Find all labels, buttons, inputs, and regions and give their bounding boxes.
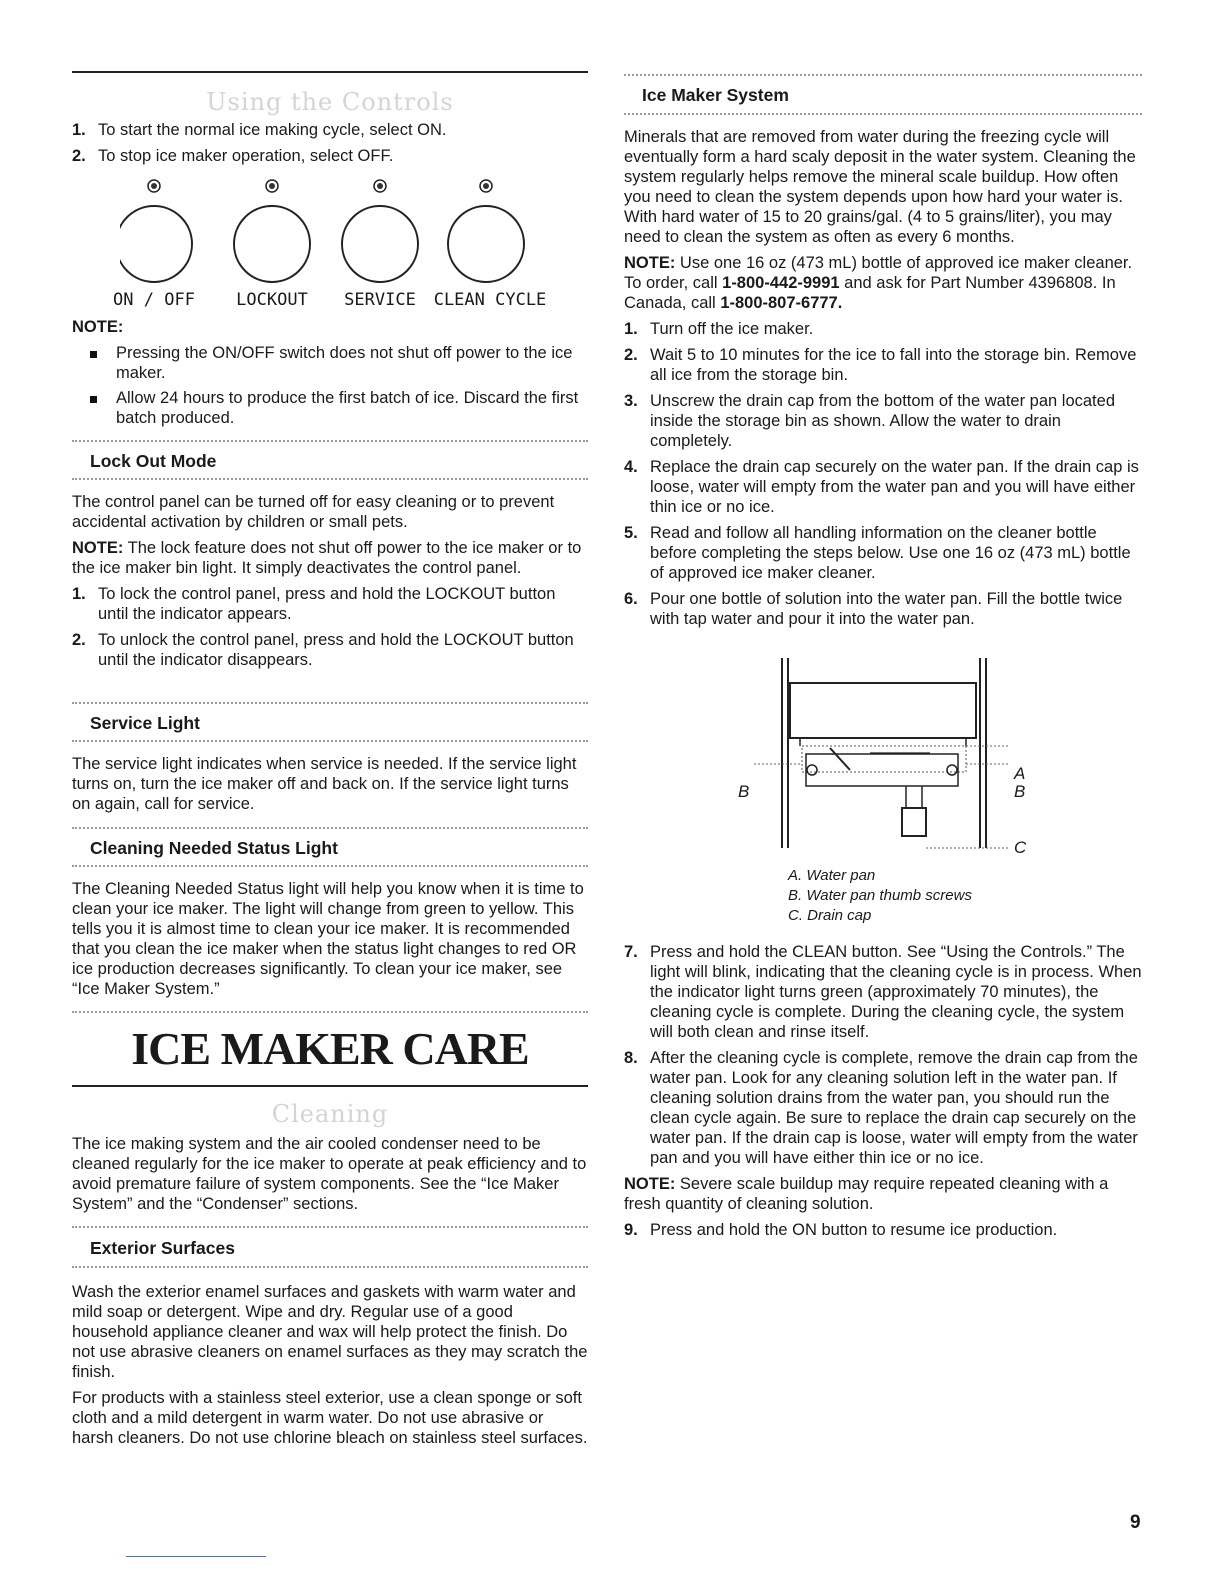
divider (72, 702, 588, 704)
list-item: Allow 24 hours to produce the first batch of ice. Discard the first batch produced. (72, 388, 588, 428)
ice-system-note: NOTE: Use one 16 oz (473 mL) bottle of approved ice maker cleaner. To order, call 1-800-442-9991 and ask for Part Number 4396808. In Canada, call 1-800-807-6777. (624, 254, 1133, 312)
cleaning-needed-body (72, 879, 588, 999)
exterior-paragraph-1: Wash the exterior enamel surfaces and gaskets with warm water and mild soap or detergent. Wipe and dry. Regular use of a good household appliance cleaner and wax will help protect the finish. Do not use abrasive cleaners on enamel surfaces as they may scratch the finish. (72, 1283, 588, 1381)
list-item: 9. Press and hold the ON button to resume ice production. (624, 1221, 1058, 1239)
diagram-label-a: A (1014, 764, 1026, 783)
divider (72, 440, 588, 442)
exterior-heading: Exterior Surfaces (90, 1238, 235, 1258)
service-light-paragraph: The service light indicates when service is needed. If the service light turns on, turn the ice maker off and back on. If the service light turns on again, call for service. (72, 755, 577, 813)
service-light-body (72, 754, 588, 814)
lock-out-paragraph: The control panel can be turned off for easy cleaning or to prevent accidental activation by children or small pets. (72, 493, 555, 531)
bullet-icon (72, 388, 116, 428)
clean-cycle-button-drawing (448, 180, 524, 282)
list-item: 6. Pour one bottle of solution into the water pan. Fill the bottle twice with tap water and pour it into the water pan. (624, 590, 1123, 628)
divider (72, 865, 588, 867)
ice-maker-system-heading: Ice Maker System (642, 85, 789, 105)
lock-out-body (72, 492, 588, 670)
ice-system-paragraph: Minerals that are removed from water during the freezing cycle will eventually form a hard scaly deposit in the water system. Cleaning the system regularly helps remove the mineral scale buildup. How often you need to clean the system depends upon how hard your water is. With hard water of 15 to 20 grains/gal. (4 to 5 grains/liter), you may need to clean the system as often as every 6 months. (624, 128, 1136, 246)
control-panel-diagram (120, 172, 540, 288)
list-item: 1. To lock the control panel, press and hold the LOCKOUT button until the indicator appears. (72, 585, 556, 623)
cleaning-needed-paragraph: The Cleaning Needed Status light will help you know when it is time to clean your ice maker. The light will change from green to yellow. This tells you it is almost time to clean your ice maker. It is recommended that you clean the ice maker when the status light changes to red OR ice production decreases significantly. To clean your ice maker, see “Ice Maker System.” (72, 880, 584, 998)
diagram-captions (788, 866, 1088, 926)
using-controls-note (72, 317, 588, 428)
diagram-label-b-right: B (1014, 782, 1026, 801)
using-controls-title: Using the Controls (206, 88, 454, 116)
footer-rule (126, 1556, 266, 1557)
ice-system-note-2: NOTE: Severe scale buildup may require repeated cleaning with a fresh quantity of cleaning solution. (624, 1175, 1109, 1213)
caption-water-pan: A. Water pan (788, 867, 876, 884)
caption-drain-cap: C. Drain cap (788, 907, 872, 924)
lock-out-note: NOTE: The lock feature does not shut off power to the ice maker or to the ice maker bin light. It simply deactivates the control panel. (72, 539, 582, 577)
using-controls-steps (72, 120, 588, 166)
on-off-button-drawing (120, 180, 192, 282)
divider (72, 827, 588, 829)
list-item: 8. After the cleaning cycle is complete, remove the drain cap from the water pan. Look for any cleaning solution left in the water pan. If cleaning solution drains from the water pan, you should run the clean cycle again. Be sure to replace the drain cap securely on the water pan. If the drain cap is loose, water will empty from the water pan and you will have either thin ice or no ice. (624, 1049, 1138, 1167)
list-item: 5. Read and follow all handling information on the cleaner bottle before completing the steps below. Use one 16 oz (473 mL) bottle of approved ice maker cleaner. (624, 524, 1131, 582)
care-rule (72, 1085, 588, 1087)
bullet-icon (72, 343, 116, 383)
caption-thumb-screws: B. Water pan thumb screws (788, 887, 972, 904)
service-light-heading: Service Light (90, 713, 200, 733)
divider (72, 1266, 588, 1268)
ice-system-steps-continued (624, 942, 1142, 1240)
exterior-paragraph-2: For products with a stainless steel exterior, use a clean sponge or soft cloth and a mild detergent in warm water. Do not use abrasive or harsh cleaners. Do not use chlorine bleach on stainless steel surfaces. (72, 1389, 588, 1447)
list-item: 2. To stop ice maker operation, select OFF. (72, 147, 394, 165)
cleaning-body (72, 1134, 588, 1214)
ice-system-body (624, 127, 1142, 629)
cleaning-title: Cleaning (271, 1100, 389, 1128)
divider (72, 740, 588, 742)
page-number: 9 (1130, 1512, 1141, 1533)
divider (72, 1226, 588, 1228)
list-item: 1. Turn off the ice maker. (624, 320, 814, 338)
clean-cycle-label: CLEAN CYCLE (433, 290, 547, 310)
list-item: 2. To unlock the control panel, press and hold the LOCKOUT button until the indicator disappears. (72, 631, 574, 669)
top-rule-left (72, 71, 588, 73)
divider (624, 74, 1142, 76)
divider (624, 113, 1142, 115)
ice-maker-care-title: ICE MAKER CARE (131, 1023, 529, 1074)
list-item: 3. Unscrew the drain cap from the bottom of the water pan located inside the storage bin as shown. Allow the water to drain completely. (624, 392, 1115, 450)
cleaning-paragraph: The ice making system and the air cooled condenser need to be cleaned regularly for the ice maker to operate at peak efficiency and to avoid premature failure of system components. See the “Ice Maker System” and the “Condenser” sections. (72, 1135, 587, 1213)
divider (72, 478, 588, 480)
on-off-label: ON / OFF (113, 290, 195, 310)
divider (72, 1011, 588, 1013)
lockout-label: LOCKOUT (236, 290, 308, 310)
cleaning-needed-heading: Cleaning Needed Status Light (90, 838, 338, 858)
service-label: SERVICE (344, 290, 416, 310)
water-pan-diagram (730, 658, 1040, 858)
diagram-label-c: C (1014, 838, 1027, 857)
list-item: 1. To start the normal ice making cycle, select ON. (72, 121, 447, 139)
service-button-drawing (342, 180, 418, 282)
lockout-button-drawing (234, 180, 310, 282)
list-item: Pressing the ON/OFF switch does not shut off power to the ice maker. (72, 343, 588, 383)
list-item: 4. Replace the drain cap securely on the water pan. If the drain cap is loose, water will empty from the water pan and you will have either thin ice or no ice. (624, 458, 1139, 516)
diagram-label-b-left: B (738, 782, 750, 801)
list-item: 7. Press and hold the CLEAN button. See “Using the Controls.” The light will blink, indicating that the cleaning cycle is in process. When the indicator light turns green (approximately 70 minutes), the cleaning cycle is complete. During the cleaning cycle, the system will both clean and rinse itself. (624, 943, 1142, 1041)
exterior-body (72, 1282, 588, 1448)
list-item: 2. Wait 5 to 10 minutes for the ice to fall into the storage bin. Remove all ice from the storage bin. (624, 346, 1137, 384)
note-label: NOTE: (72, 318, 124, 336)
lock-out-heading: Lock Out Mode (90, 451, 217, 471)
